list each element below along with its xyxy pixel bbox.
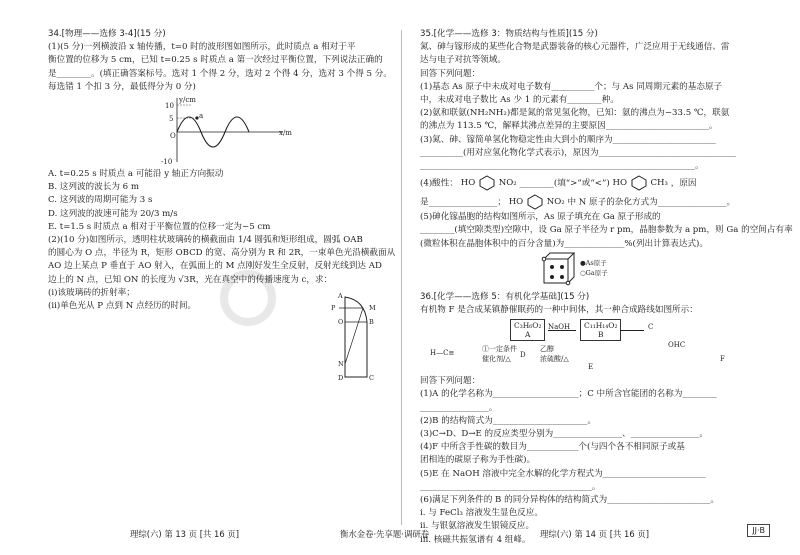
q34-2-line: (ⅱ)单色光从 P 点到 N 点经历的时间。	[48, 301, 197, 312]
ho-label: HO	[612, 178, 627, 189]
label-N: N	[338, 360, 344, 368]
q36-item: ________________。	[420, 402, 498, 413]
q34-2-line: 的圆心为 O 点，半径为 R，矩形 OBCD 的宽、高分别为 R 和 2R，一束单色光沿横截面从	[48, 248, 396, 259]
cond2: 催化剂/△	[482, 355, 511, 364]
footer-badge: JJ·B	[747, 524, 770, 537]
q35-title: 35.[化学——选修 3：物质结构与性质](15 分)	[420, 29, 598, 39]
compound-c: C	[648, 323, 654, 332]
compound-b	[580, 319, 621, 341]
nitrophenol-structure-2	[509, 193, 565, 211]
b-formula: C₁₁H₁₄O₂	[584, 321, 618, 331]
q36-intro: 有机物 F 是合成某镇静催眠药的一种中间体，其一种合成路线如图所示：	[420, 305, 698, 316]
x-axis-label: x/m	[279, 129, 292, 138]
left-page	[48, 28, 396, 313]
q34-2-line: AO 边上某点 P 垂直于 AO 射入，在弧面上的 M 点刚好发生全反射，反射光线到达 AD	[48, 261, 382, 272]
option-e: E. t=1.5 s 时质点 a 相对于平衡位置的位移一定为−5 cm	[48, 221, 271, 232]
q35-item: __________(用对应氢化物化学式表示)，原因为________________________________	[420, 147, 737, 158]
q36-item: (2)B 的结构简式为______________________。	[420, 415, 596, 426]
label-M: M	[369, 304, 376, 312]
right-page	[420, 28, 793, 547]
q36-item: ________________________________________。	[420, 481, 601, 492]
q35-item: (2)氨和联氨(NH₂NH₂)都是氮的常见氢化物，已知：氨的沸点为−33.5 ℃，联氨	[420, 108, 730, 119]
origin-label: O	[170, 132, 176, 141]
compound-d: D	[520, 351, 526, 360]
q35-4-d: 是________________；	[420, 197, 506, 208]
compound-d-start: H—C≡	[430, 349, 455, 358]
q35-intro: 氮、砷与镓形成的某些化合物是武器装备的核心元器件，广泛应用于无线通信、雷	[420, 42, 730, 53]
q34-1-line: 是________。(填正确答案标号。选对 1 个得 2 分，选对 2 个得 4 分，选对 3 个得 5 分。	[48, 68, 392, 79]
q35-intro: 回答下列问题：	[420, 68, 481, 79]
label-A: A	[338, 292, 343, 300]
q36-title: 36.[化学——选修 5：有机化学基础](15 分)	[420, 291, 590, 302]
compound-ohc: OHC	[668, 341, 686, 350]
ch3-label: CH₃	[650, 178, 668, 189]
q36-item: (4)F 中所含手性碳的数目为____________个(与四个各不相同原子或基	[420, 442, 685, 453]
cond4: 浓硫酸/△	[540, 355, 569, 364]
q34-2-line: (2)(10 分)如图所示，透明柱状玻璃砖的横截面由 1/4 圆弧和矩形组成，圆弧 OAB	[48, 235, 363, 246]
cond3: 乙醇	[540, 345, 554, 354]
q36-item: (5)E 在 NaOH 溶液中完全水解的化学方程式为________________________	[420, 468, 706, 479]
q35-5-line: (微粒体积在晶胞体积中的百分含量)为______________%(列出计算表达式)。	[420, 238, 708, 249]
y-tick-10: 10	[165, 102, 174, 111]
q35-4-line2	[420, 193, 765, 211]
y-axis-label: y/cm	[179, 96, 196, 105]
cresol-structure	[612, 173, 668, 193]
q35-4-b: ________(填“>”或“<”)	[519, 178, 610, 189]
q34-1-line: (1)(5 分)一列横波沿 x 轴传播，t=0 时的波形图如图所示，此时质点 a 相对于平	[48, 42, 356, 53]
legend-as: ●As原子	[580, 258, 607, 267]
nitrophenol-structure	[461, 173, 517, 193]
label-B: B	[369, 318, 374, 326]
option-b: B. 这列波的波长为 6 m	[48, 182, 140, 193]
option-d: D. 这列波的波速可能为 20/3 m/s	[48, 208, 178, 219]
option-a: A. t=0.25 s 时质点 a 可能沿 y 轴正方向振动	[48, 169, 224, 180]
q36-item: ⅱ. 与银氨溶液发生银镜反应。	[420, 521, 535, 532]
footer-center: 衡水金卷·先享题·调研卷	[340, 529, 430, 539]
crystal-area	[420, 251, 765, 291]
q34-2-line: (ⅰ)该玻璃砖的折射率；	[48, 287, 135, 298]
q35-item: 中，未成对电子数比 As 少 1 的元素有________种。	[420, 95, 619, 106]
gaas-unit-cell	[540, 251, 576, 287]
label-C: C	[369, 374, 374, 382]
legend-ga: ○Ga原子	[580, 268, 608, 277]
q36-item: (6)满足下列条件的 B 的同分异构体的结构简式为________________________。	[420, 495, 719, 506]
compound-a	[510, 319, 545, 341]
b-label: B	[597, 330, 604, 340]
label-P: P	[331, 304, 336, 312]
y-tick-5: 5	[169, 115, 174, 124]
q36-item: 回答下列问题：	[420, 376, 481, 387]
q35-4-c: ，原因	[670, 178, 697, 189]
q35-4-line	[420, 173, 765, 193]
point-a-label: a	[199, 112, 204, 121]
a-label: A	[525, 330, 531, 340]
arrow-bc	[620, 330, 644, 331]
y-tick-neg10: -10	[161, 158, 173, 167]
q35-5-line: ________(填空隙类型)空隙中，设 Ga 原子半径为 r pm，晶胞参数为 a pm，则 Ga 的空间占有率	[420, 225, 793, 236]
page-divider	[401, 30, 402, 525]
ho-label: HO	[460, 178, 476, 189]
q35-item: (3)氮、砷、镓简单氢化物稳定性由大到小的顺序为________________________	[420, 134, 716, 145]
option-c: C. 这列波的周期可能为 3 s	[48, 195, 153, 206]
q35-item: (1)基态 As 原子中未成对电子数有__________个；与 As 同周期元素的基态原子	[420, 81, 723, 92]
ho-label: HO	[508, 197, 524, 208]
q35-item: ________________________________________________________________。	[420, 161, 704, 172]
wave-graph	[163, 96, 293, 166]
footer-right: 理综(六) 第 14 页 [共 16 页]	[540, 529, 649, 539]
synthesis-scheme	[420, 317, 765, 375]
q34-title: 34.[物理——选修 3-4](15 分)	[48, 29, 166, 39]
no2-label: NO₂	[498, 178, 517, 189]
q35-4-a: (4)酸性：	[420, 178, 458, 189]
label-D: D	[338, 374, 344, 382]
footer-left: 理综(六) 第 13 页 [共 16 页]	[130, 529, 239, 539]
q35-intro: 达与电子对抗等领域。	[420, 55, 506, 66]
reagent-ab: NaOH	[548, 323, 571, 332]
q36-item: 团相连的碳原子称为手性碳)。	[420, 455, 536, 466]
no2-label: NO₂	[546, 197, 565, 208]
q35-4-e: 中 N 原子的杂化方式为________________。	[567, 197, 736, 208]
compound-e: E	[588, 363, 594, 372]
q36-item: (1)A 的化学名称为____________________；C 中所含官能团的名称为________	[420, 389, 717, 400]
q36-item: ⅰ. 与 FeCl₃ 溶液发生显色反应。	[420, 508, 543, 519]
q35-item: 的沸点为 113.5 ℃，解释其沸点差异的主要原因________________________。	[420, 121, 718, 132]
q36-item: (3)C→D、D→E 的反应类型分别为________________、________________。	[420, 429, 708, 440]
glass-block-figure	[331, 292, 380, 382]
q35-5-line: (5)砷化镓晶胞的结构如图所示，As 原子填充在 Ga 原子形成的	[420, 212, 661, 223]
label-O: O	[338, 318, 344, 326]
q34-1-line: 衡位置的位移为 5 cm，已知 t=0.25 s 时质点 a 第一次经过平衡位置，下列说法正确的	[48, 55, 383, 66]
arrow-ab	[548, 330, 576, 331]
cond1: ①一定条件	[482, 345, 517, 354]
q34-2-line: 边上的 N 点，已知 ON 的长度为 √3R，光在真空中的传播速度为 c，求：	[48, 274, 333, 285]
a-formula: C₃H₆O₂	[514, 321, 542, 331]
q36-item: ⅲ. 核磁共振氢谱有 4 组峰。	[420, 534, 531, 545]
q34-1-line: 每选错 1 个扣 3 分，最低得分为 0 分)	[48, 81, 196, 92]
compound-f: F	[720, 355, 725, 364]
